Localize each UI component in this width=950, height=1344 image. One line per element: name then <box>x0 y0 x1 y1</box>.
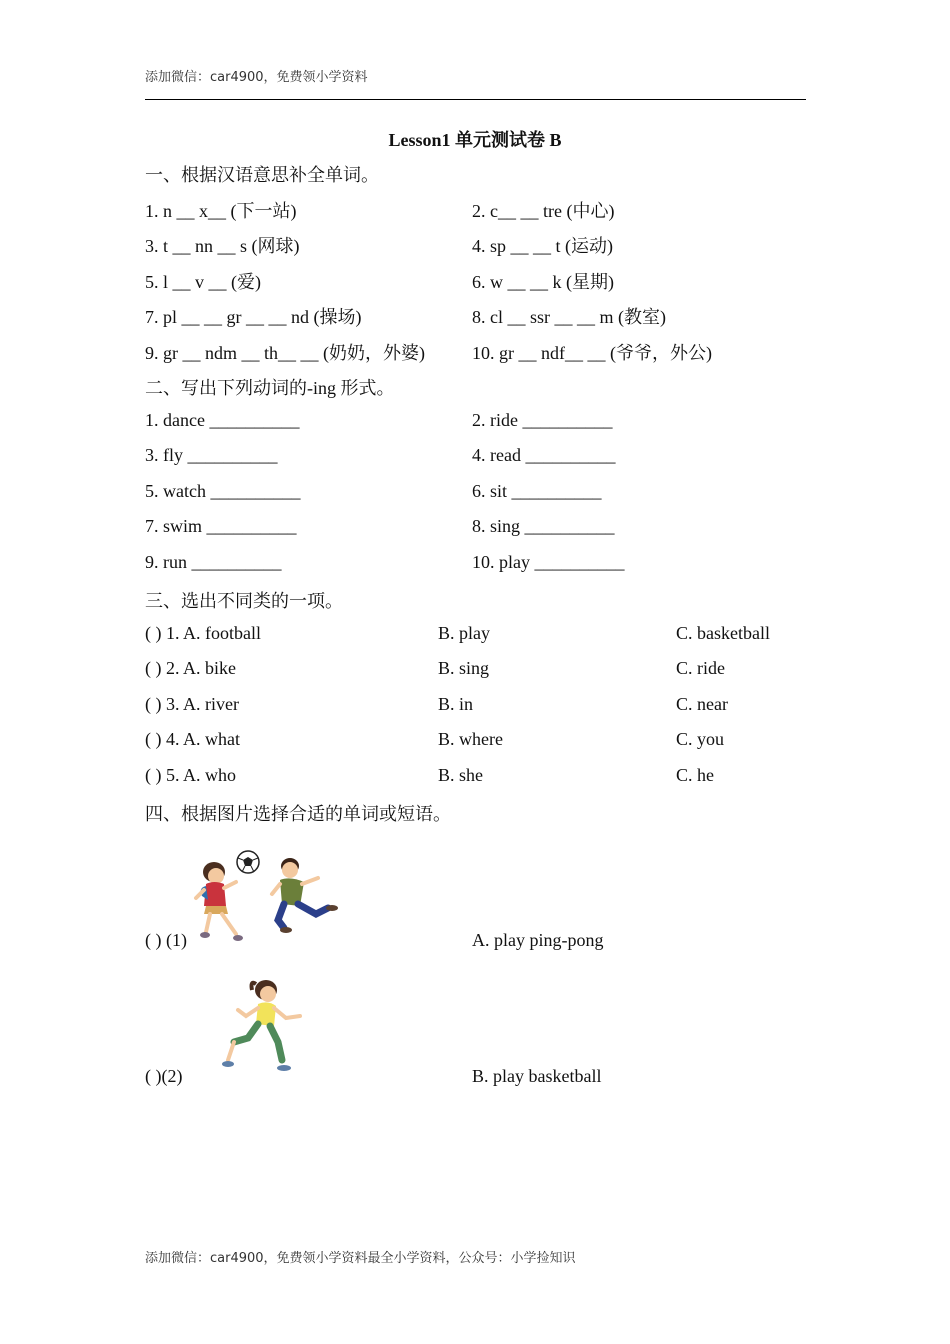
s3-row-5-question: ( ) 5. A. who <box>145 765 236 785</box>
s3-row-5-option-b: B. she <box>438 765 483 785</box>
section3-heading: 三、选出不同类的一项。 <box>145 591 343 611</box>
s1-item-3: 3. t __ nn __ s (网球) <box>145 236 300 256</box>
s3-row-3-option-c: C. near <box>676 694 728 714</box>
s1-item-8: 8. cl __ ssr __ __ m (教室) <box>472 307 666 327</box>
s1-item-7: 7. pl __ __ gr __ __ nd (操场) <box>145 307 362 327</box>
s2-item-7: 7. swim __________ <box>145 516 297 536</box>
s3-row-5-option-c: C. he <box>676 765 714 785</box>
s3-row-1-option-c: C. basketball <box>676 623 770 643</box>
s2-item-8: 8. sing __________ <box>472 516 615 536</box>
s4-option-a: A. play ping-pong <box>472 930 604 950</box>
s2-item-5: 5. watch __________ <box>145 481 301 501</box>
s3-row-3-question: ( ) 3. A. river <box>145 694 239 714</box>
header-note: 添加微信：car4900，免费领小学资料 <box>145 70 368 85</box>
section4-heading: 四、根据图片选择合适的单词或短语。 <box>145 804 451 824</box>
header-divider <box>145 99 806 100</box>
page-title: Lesson1 单元测试卷 B <box>388 130 562 150</box>
s3-row-4-question: ( ) 4. A. what <box>145 729 240 749</box>
s3-row-1-option-b: B. play <box>438 623 490 643</box>
s1-item-9: 9. gr __ ndm __ th__ __ (奶奶，外婆) <box>145 343 425 363</box>
s2-item-9: 9. run __________ <box>145 552 282 572</box>
section1-heading: 一、根据汉语意思补全单词。 <box>145 165 379 185</box>
s2-item-4: 4. read __________ <box>472 445 616 465</box>
s3-row-3-option-b: B. in <box>438 694 474 714</box>
s3-row-1-question: ( ) 1. A. football <box>145 623 261 643</box>
section2-heading: 二、写出下列动词的-ing 形式。 <box>145 378 395 398</box>
kids-playing-football-illustration <box>192 848 342 944</box>
s4-question-1: ( ) (1) <box>145 930 187 950</box>
s3-row-2-option-b: B. sing <box>438 658 490 678</box>
s1-item-1: 1. n __ x__ (下一站) <box>145 201 297 221</box>
s3-row-4-option-c: C. you <box>676 729 725 749</box>
s1-item-2: 2. c__ __ tre (中心) <box>472 201 615 221</box>
s2-item-6: 6. sit __________ <box>472 481 602 501</box>
s1-item-6: 6. w __ __ k (星期) <box>472 272 614 292</box>
footer-note: 添加微信：car4900，免费领小学资料最全小学资料，公众号：小学捡知识 <box>145 1251 576 1266</box>
s1-item-10: 10. gr __ ndf__ __ (爷爷，外公) <box>472 343 712 363</box>
s3-row-2-option-c: C. ride <box>676 658 725 678</box>
s1-item-5: 5. l __ v __ (爱) <box>145 272 261 292</box>
s4-question-2: ( )(2) <box>145 1066 183 1086</box>
s3-row-4-option-b: B. where <box>438 729 503 749</box>
s3-row-2-question: ( ) 2. A. bike <box>145 658 236 678</box>
s2-item-10: 10. play __________ <box>472 552 625 572</box>
s2-item-3: 3. fly __________ <box>145 445 278 465</box>
s2-item-2: 2. ride __________ <box>472 410 613 430</box>
girl-running-illustration <box>220 976 310 1076</box>
s2-item-1: 1. dance __________ <box>145 410 300 430</box>
s4-option-b: B. play basketball <box>472 1066 602 1086</box>
s1-item-4: 4. sp __ __ t (运动) <box>472 236 613 256</box>
